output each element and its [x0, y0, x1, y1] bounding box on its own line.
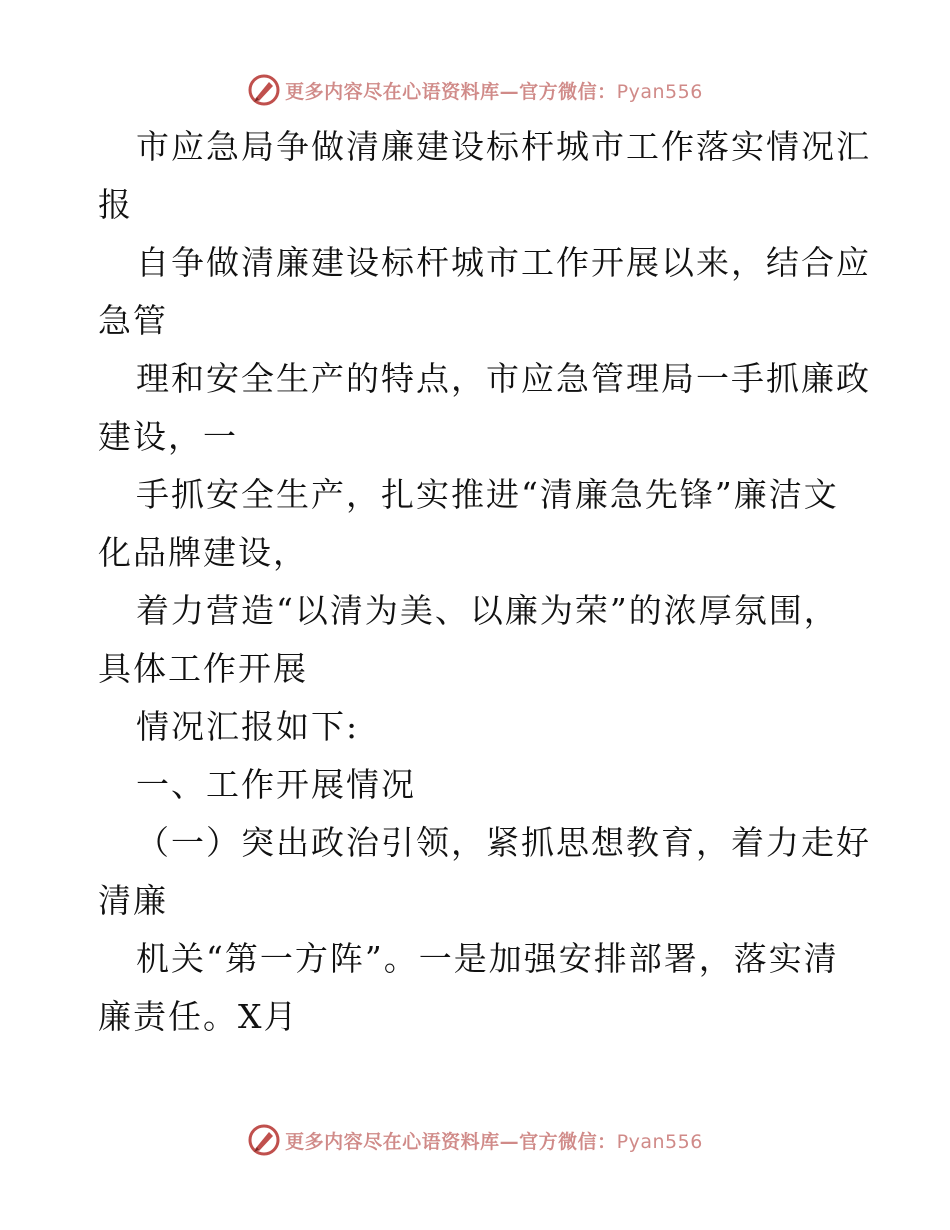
- document-line: 一、工作开展情况: [136, 765, 416, 804]
- footer-watermark-text: 更多内容尽在心语资料库—官方微信：Pyan556: [285, 1130, 703, 1153]
- header-watermark-text: 更多内容尽在心语资料库—官方微信：Pyan556: [285, 80, 703, 103]
- document-line: 化品牌建设，: [98, 533, 308, 572]
- document-line: 自争做清廉建设标杆城市工作开展以来，结合应: [136, 243, 871, 282]
- document-line: 理和安全生产的特点，市应急管理局一手抓廉政: [136, 359, 871, 398]
- pen-logo-icon: [247, 73, 281, 107]
- document-line: 手抓安全生产，扎实推进“清廉急先锋”廉洁文: [136, 475, 839, 514]
- document-body: [98, 118, 871, 1046]
- document-line: 机关“第一方阵”。一是加强安排部署，落实清: [136, 939, 839, 978]
- document-line: 具体工作开展: [98, 649, 308, 688]
- document-line: 清廉: [98, 881, 168, 920]
- document-line: 情况汇报如下:: [136, 707, 360, 746]
- document-line: 市应急局争做清廉建设标杆城市工作落实情况汇: [136, 127, 871, 166]
- footer-watermark: [0, 1120, 950, 1160]
- pen-logo-icon: [247, 1123, 281, 1157]
- document-line: 建设，一: [98, 417, 238, 456]
- document-line: 着力营造“以清为美、以廉为荣”的浓厚氛围，: [136, 591, 839, 630]
- document-line: 报: [98, 185, 133, 224]
- document-line: 廉责任。X月: [98, 997, 299, 1036]
- header-watermark: [0, 70, 950, 110]
- document-line: （一）突出政治引领，紧抓思想教育，着力走好: [136, 823, 871, 862]
- document-line: 急管: [98, 301, 168, 340]
